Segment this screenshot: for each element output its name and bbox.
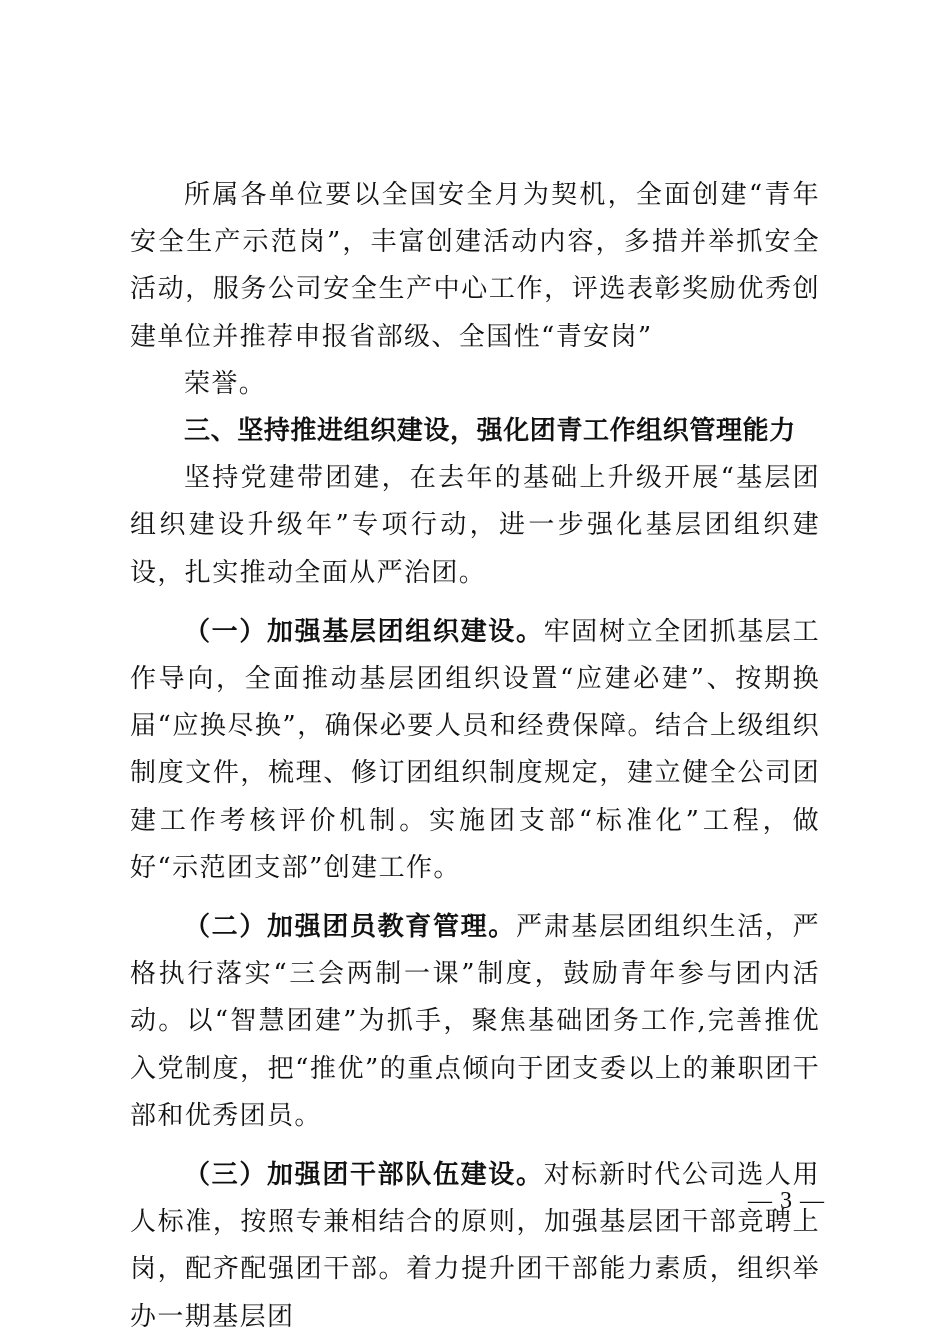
paragraph-honor: 荣誉。 <box>184 368 267 399</box>
subsection-3-body: 对标新时代公司选人用人标准，按照专兼相结合的原则，加强基层团干部竞聘上岗，配齐配强团干部。着力提升团干部能力素质，组织举办一期基层团 <box>130 1160 820 1332</box>
page-number: — 3 — <box>748 1188 825 1214</box>
subsection-1-body: 牢固树立全团抓基层工作导向，全面推动基层团组织设置“应建必建”、按期换届“应换尽换”，确保必要人员和经费保障。结合上级组织制度文件，梳理、修订团组织制度规定，建立健全公司团建工作考核评价机制。实施团支部“标准化”工程，做好“示范团支部”创建工作。 <box>130 616 820 883</box>
paragraph-party-building: 坚持党建带团建，在去年的基础上升级开展“基层团组织建设升级年”专项行动，进一步强化基层团组织建设，扎实推动全面从严治团。 <box>130 463 820 588</box>
paragraph-safety-month: 所属各单位要以全国安全月为契机，全面创建“青年安全生产示范岗”，丰富创建活动内容，多措并举抓安全活动，服务公司安全生产中心工作，评选表彰奖励优秀创建单位并推荐申报省部级、全国性“青安岗” <box>130 180 820 352</box>
subsection-2-body: 严肃基层团组织生活，严格执行落实“三会两制一课”制度，鼓励青年参与团内活动。以“智慧团建”为抓手，聚焦基础团务工作,完善推优入党制度，把“推优”的重点倾向于团支委以上的兼职团干部和优秀团员。 <box>130 912 820 1131</box>
subsection-3 <box>130 1152 820 1341</box>
subsection-2-lead: （二）加强团员教育管理。 <box>184 912 516 943</box>
subsection-1 <box>130 609 820 892</box>
subsection-1-lead: （一）加强基层团组织建设。 <box>184 616 544 647</box>
subsection-2 <box>130 904 820 1140</box>
subsection-3-lead: （三）加强团干部队伍建设。 <box>184 1160 544 1191</box>
document-body <box>130 172 820 1341</box>
section-heading-3: 三、坚持推进组织建设，强化团青工作组织管理能力 <box>184 416 796 447</box>
